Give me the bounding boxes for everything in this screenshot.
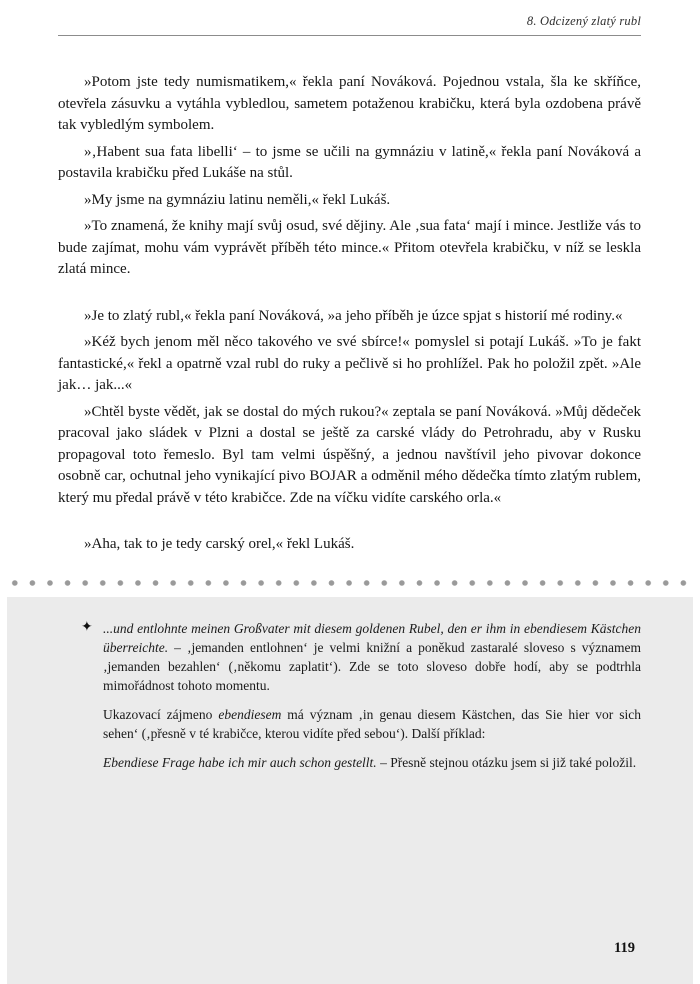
german-phrase: ...und entlohnte meinen Großvater mit diesem goldenen Rubel, den er ihm in ebendiesem Kästchen überreichte. [103, 620, 641, 655]
paragraph: »Aha, tak to je tedy carský orel,« řekl Lukáš. [84, 536, 355, 552]
body-paragraphs [0, 36, 700, 561]
note-paragraphs [103, 619, 641, 772]
dotted-separator [6, 579, 694, 587]
note-box [7, 597, 693, 984]
star-icon: ✦ [81, 619, 93, 635]
czech-explanation: má význam ‚in genau diesem Kästchen, das Sie hier vor sich sehen‘ (‚přesně v té krabičce, kterou vidíte před sebou‘). Další příklad: [103, 706, 641, 741]
german-phrase: ebendiesem [218, 706, 282, 722]
note-paragraph [103, 619, 641, 695]
note-paragraph [103, 705, 641, 743]
chapter-title: 8. Odcizený zlatý rubl [526, 14, 641, 28]
note-paragraph [103, 753, 641, 772]
german-phrase: Ebendiese Frage habe ich mir auch schon gestellt. [103, 754, 377, 770]
czech-explanation: – ‚jemanden entlohnen‘ je velmi knižní a poněkud zastaralé sloveso s významem ‚jemanden bezahlen‘ (‚někomu zaplatit‘). Zde se toto sloveso dobře hodí, aby se podtrhla mimořádnost tohoto momentu. [103, 639, 641, 693]
czech-explanation: Ukazovací zájmeno [103, 706, 219, 722]
paragraph: »Kéž bych jenom měl něco takového ve své sbírce!« pomyslel si potají Lukáš. »To je fakt fantastické,« řekl a opatrně vzal rubl do ruky a pečlivě si ho prohlížel. Pak ho položil zpět. »Ale jak… jak...« [58, 334, 641, 393]
paragraph: »To znamená, že knihy mají svůj osud, své dějiny. Ale ‚sua fata‘ mají i mince. Jestliže vás to bude zajímat, mohu vám vyprávět příběh této mince.« Přitom otevřela krabičku, v níž se leskla zlatá mince. [58, 218, 641, 277]
page-header [0, 0, 700, 36]
paragraph: »Je to zlatý rubl,« řekla paní Nováková, »a jeho příběh je úzce spjat s historií mé rodiny.« [84, 307, 623, 324]
paragraph: »My jsme na gymnáziu latinu neměli,« řekl Lukáš. [84, 191, 391, 208]
paragraph: »Potom jste tedy numismatikem,« řekla paní Nováková. Pojednou vstala, šla ke skříňce, otevřela zásuvku a vytáhla vybledlou, sametem potaženou krabičku, která byla ozdobena právě tak vybledlým symbolem. [58, 74, 641, 133]
czech-explanation: – Přesně stejnou otázku jsem si již také položil. [376, 754, 637, 770]
paragraph: »Chtěl byste vědět, jak se dostal do mých rukou?« zeptala se paní Nováková. »Můj dědeček pracoval jako sládek v Plzni a dostal se ještě za carské vlády do Petrohradu, aby v Rusku propagoval toto řemeslo. Byl tam velmi úspěšný, a jednou navštívil jeho pivovar dokonce osobně car, ochutnal jeho vynikající pivo BOJAR a odměnil mého dědečka tímto zlatým rublem, který mu předal právě v této krabičce. Zde na víčku vidíte carského orla.« [58, 403, 641, 506]
page-number: 119 [614, 940, 635, 956]
paragraph: »‚Habent sua fata libelli‘ – to jsme se učili na gymnáziu v latině,« řekla paní Nováková a postavila krabičku před Lukáše na stůl. [58, 143, 641, 181]
